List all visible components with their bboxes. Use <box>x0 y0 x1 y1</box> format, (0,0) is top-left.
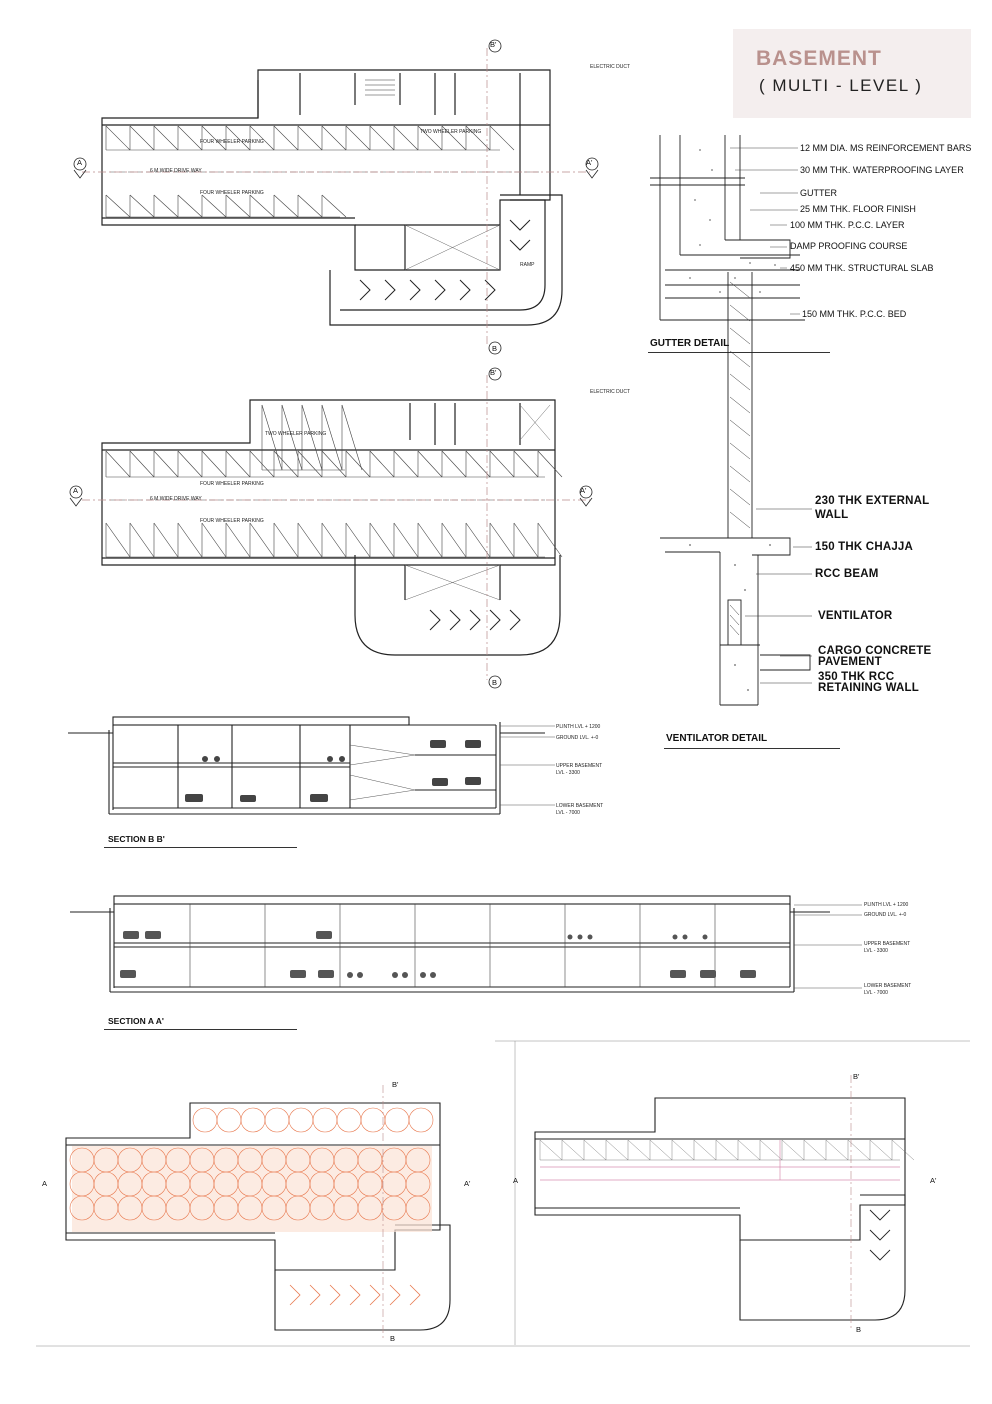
marker-b-label-1: B <box>492 344 498 353</box>
gutter-layer-6: DAMP PROOFING COURSE <box>790 241 908 251</box>
section-aa-caption: SECTION A A' <box>108 1016 164 1026</box>
bottom-right-marker-b: B <box>856 1325 862 1334</box>
marker-a-label-2: A <box>73 486 79 495</box>
aa-level-lower: LOWER BASEMENT <box>864 983 912 989</box>
marker-a-label-1: A <box>77 158 83 167</box>
plan1-four-wheeler-bottom: FOUR WHEELER PARKING <box>200 190 264 196</box>
plan1-ramp: RAMP <box>520 262 535 268</box>
sheet-title: BASEMENT <box>756 47 882 70</box>
marker-a-prime-label-1: A' <box>586 158 593 167</box>
vent-label-4: RCC BEAM <box>815 568 879 580</box>
vent-label-6: CARGO CONCRETE <box>818 645 932 657</box>
ventilator-detail-caption: VENTILATOR DETAIL <box>666 733 768 744</box>
bb-level-upper-val: LVL - 3300 <box>556 770 580 776</box>
aa-level-plinth: PLINTH LVL + 1200 <box>864 902 909 908</box>
gutter-detail-caption: GUTTER DETAIL <box>650 338 730 349</box>
plan1-electric-duct: ELECTRIC DUCT <box>590 64 631 70</box>
marker-b-prime-label-1: B' <box>490 40 497 49</box>
bottom-left-marker-b-prime: B' <box>392 1080 399 1089</box>
vent-label-8: 350 THK RCC <box>818 671 895 683</box>
bottom-left-marker-a: A <box>42 1179 48 1188</box>
gutter-layer-8: 150 MM THK. P.C.C. BED <box>802 309 907 319</box>
bottom-right-marker-a-prime: A' <box>930 1176 937 1185</box>
marker-b-label-2: B <box>492 678 498 687</box>
bb-level-plinth: PLINTH LVL + 1200 <box>556 724 601 730</box>
aa-level-upper-val: LVL - 3300 <box>864 948 888 954</box>
vent-label-9: RETAINING WALL <box>818 682 919 694</box>
vent-label-2: WALL <box>815 509 849 521</box>
gutter-layer-2: 30 MM THK. WATERPROOFING LAYER <box>800 165 964 175</box>
plan1-drive-way: 6 M WIDE DRIVE WAY <box>150 168 202 174</box>
aa-level-upper: UPPER BASEMENT <box>864 941 911 947</box>
bottom-right-marker-a: A <box>513 1176 519 1185</box>
plan2-electric-duct: ELECTRIC DUCT <box>590 389 631 395</box>
aa-level-lower-val: LVL - 7000 <box>864 990 888 996</box>
aa-level-ground: GROUND LVL. +-0 <box>864 912 907 918</box>
vent-label-3: 150 THK CHAJJA <box>815 541 914 553</box>
gutter-layer-4: 25 MM THK. FLOOR FINISH <box>800 204 916 214</box>
sheet-subtitle: ( MULTI - LEVEL ) <box>759 76 923 95</box>
plan1-four-wheeler-top: FOUR WHEELER PARKING <box>200 139 264 145</box>
bottom-left-marker-b: B <box>390 1334 396 1343</box>
bottom-left-marker-a-prime: A' <box>464 1179 471 1188</box>
gutter-layer-7: 450 MM THK. STRUCTURAL SLAB <box>790 263 934 273</box>
bb-level-lower: LOWER BASEMENT <box>556 803 604 809</box>
gutter-layer-3: GUTTER <box>800 188 837 198</box>
section-bb-caption: SECTION B B' <box>108 834 165 844</box>
gutter-layer-5: 100 MM THK. P.C.C. LAYER <box>790 220 905 230</box>
vent-label-1: 230 THK EXTERNAL <box>815 495 930 507</box>
marker-b-prime-label-2: B' <box>490 368 497 377</box>
plan2-two-wheeler: TWO WHEELER PARKING <box>265 431 327 437</box>
gutter-layer-1: 12 MM DIA. MS REINFORCEMENT BARS <box>800 143 972 153</box>
plan2-four-wheeler-top: FOUR WHEELER PARKING <box>200 481 264 487</box>
marker-a-prime-label-2: A' <box>580 486 587 495</box>
bb-level-lower-val: LVL - 7000 <box>556 810 580 816</box>
plan1-two-wheeler: TWO WHEELER PARKING <box>420 129 482 135</box>
plan2-four-wheeler-bottom: FOUR WHEELER PARKING <box>200 518 264 524</box>
vent-label-7: PAVEMENT <box>818 656 882 668</box>
bb-level-ground: GROUND LVL. +-0 <box>556 735 599 741</box>
bottom-right-marker-b-prime: B' <box>853 1072 860 1081</box>
bb-level-upper: UPPER BASEMENT <box>556 763 603 769</box>
plan2-drive-way: 6 M WIDE DRIVE WAY <box>150 496 202 502</box>
vent-label-5: VENTILATOR <box>818 610 893 622</box>
